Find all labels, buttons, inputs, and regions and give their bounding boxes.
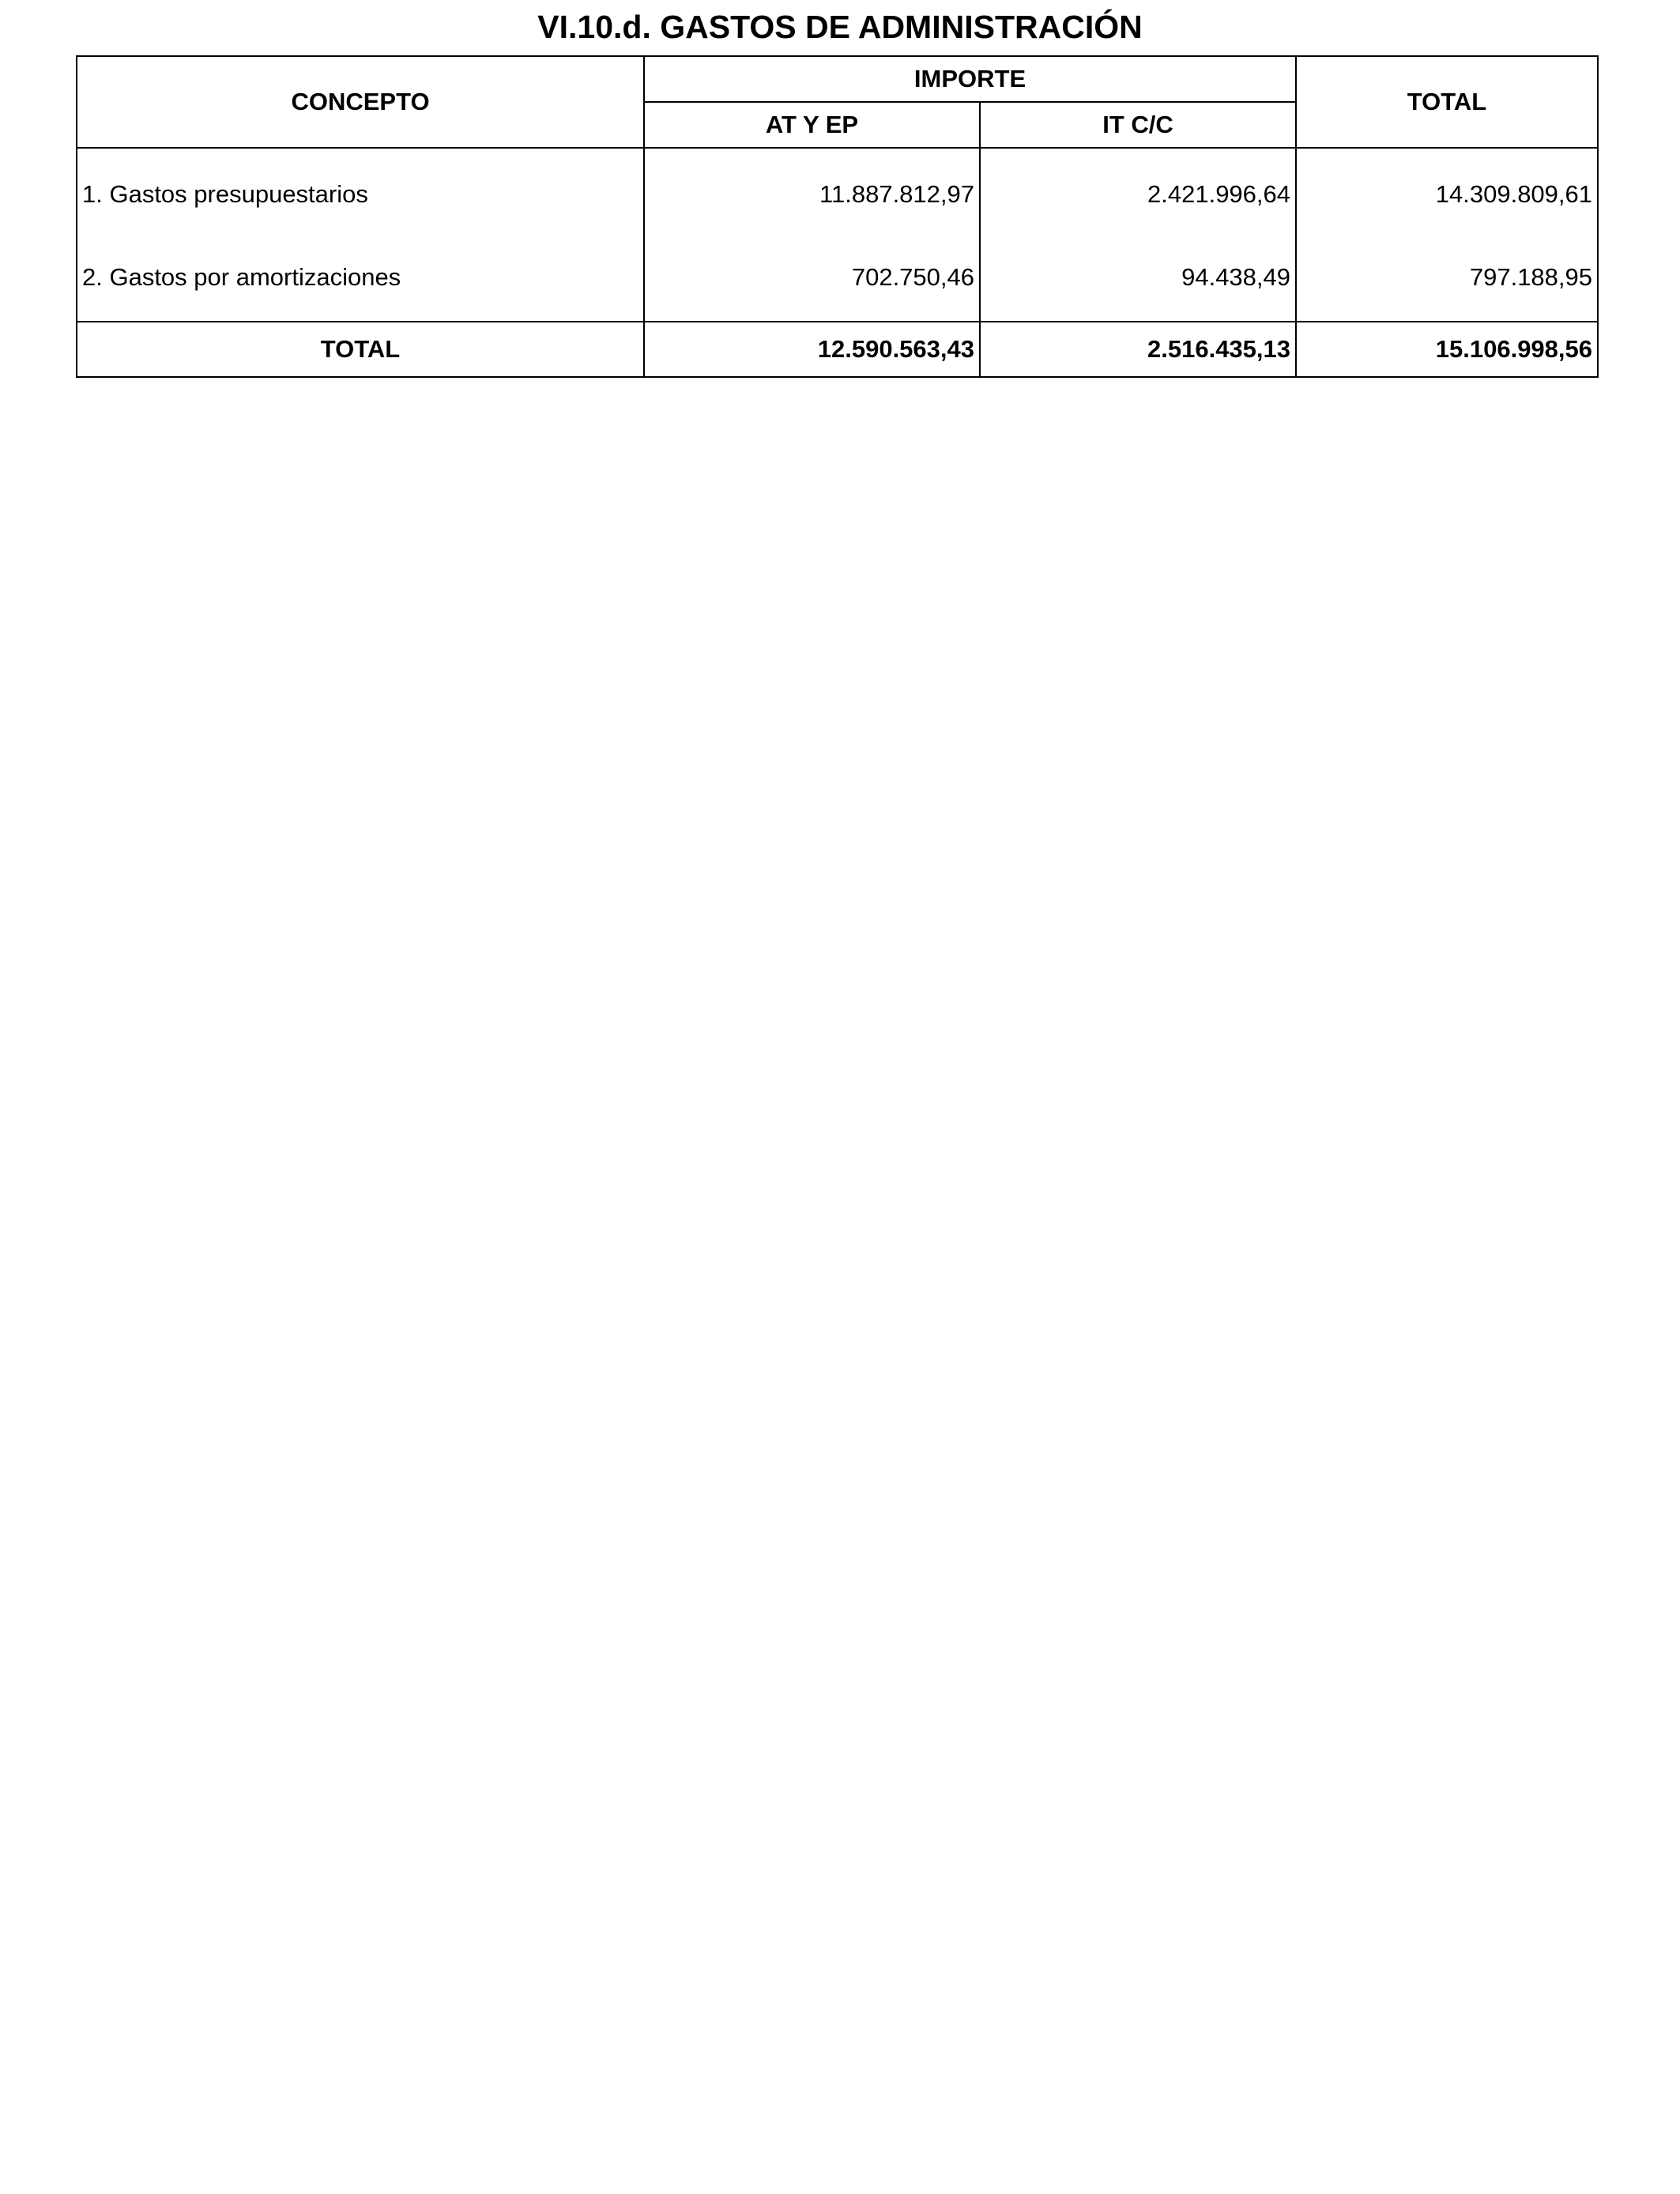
row-total: 14.309.809,61	[1296, 148, 1598, 234]
totals-label: TOTAL	[77, 322, 644, 377]
row-at-ep: 702.750,46	[644, 234, 980, 322]
row-total: 797.188,95	[1296, 234, 1598, 322]
row-at-ep: 11.887.812,97	[644, 148, 980, 234]
totals-at-ep: 12.590.563,43	[644, 322, 980, 377]
header-at-ep: AT Y EP	[644, 102, 980, 148]
table-row	[77, 148, 1598, 234]
gastos-table	[76, 55, 1599, 378]
header-it-cc: IT C/C	[980, 102, 1296, 148]
page-title: VI.10.d. GASTOS DE ADMINISTRACIÓN	[537, 9, 1143, 45]
header-concepto: CONCEPTO	[77, 56, 644, 148]
totals-row	[77, 322, 1598, 377]
row-it-cc: 2.421.996,64	[980, 148, 1296, 234]
header-row-top	[77, 56, 1598, 102]
table-row	[77, 234, 1598, 322]
totals-total: 15.106.998,56	[1296, 322, 1598, 377]
totals-it-cc: 2.516.435,13	[980, 322, 1296, 377]
header-total: TOTAL	[1296, 56, 1598, 148]
row-it-cc: 94.438,49	[980, 234, 1296, 322]
row-concepto: 1. Gastos presupuestarios	[77, 148, 644, 234]
row-concepto: 2. Gastos por amortizaciones	[77, 234, 644, 322]
header-importe: IMPORTE	[644, 56, 1296, 102]
